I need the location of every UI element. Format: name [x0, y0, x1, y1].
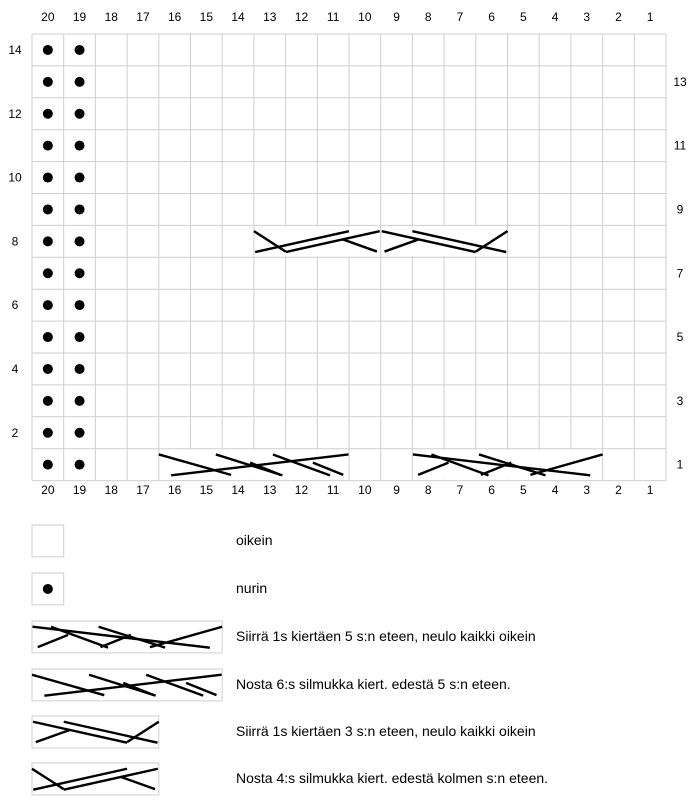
- purl-dot: [43, 77, 53, 87]
- column-label-bottom: 1: [646, 483, 654, 497]
- purl-dot: [75, 460, 85, 470]
- column-label-top: 10: [358, 10, 372, 24]
- purl-dot: [43, 236, 53, 246]
- column-label-top: 14: [231, 10, 245, 24]
- chart-grid: [32, 34, 666, 481]
- purl-dot: [43, 141, 53, 151]
- purl-dot: [43, 45, 53, 55]
- cable-cable-left-1-3: [254, 226, 380, 256]
- column-label-top: 11: [326, 10, 340, 24]
- row-label-right: 13: [673, 74, 687, 89]
- purl-dot: [75, 204, 85, 214]
- column-label-top: 8: [424, 10, 432, 24]
- column-label-top: 3: [583, 10, 591, 24]
- purl-dot: [75, 236, 85, 246]
- column-label-bottom: 14: [231, 483, 245, 497]
- column-label-top: 7: [456, 10, 464, 24]
- row-label-right: 3: [676, 393, 684, 408]
- column-label-bottom: 12: [294, 483, 309, 497]
- legend-text-cable-left-1-3: Nosta 4:s silmukka kiert. edestä kolmen s:n eteen.: [236, 770, 549, 786]
- purl-dot: [75, 45, 85, 55]
- column-label-bottom: 10: [358, 483, 372, 497]
- column-label-bottom: 7: [456, 483, 464, 497]
- column-label-top: 12: [294, 10, 309, 24]
- column-label-top: 2: [615, 10, 622, 24]
- column-label-top: 19: [72, 10, 87, 24]
- column-label-bottom: 4: [551, 483, 559, 497]
- legend-text-knit: oikein: [236, 532, 273, 548]
- purl-dot: [75, 173, 85, 183]
- legend-symbol-purl: [32, 573, 64, 605]
- purl-dot: [43, 300, 53, 310]
- row-label-left: 10: [8, 170, 22, 185]
- column-label-top: 15: [199, 10, 214, 24]
- purl-dot: [43, 173, 53, 183]
- row-label-left: 2: [11, 425, 19, 440]
- column-label-top: 5: [520, 10, 527, 24]
- cable-cable-right-1-5: [413, 450, 603, 480]
- column-label-bottom: 19: [72, 483, 87, 497]
- column-label-bottom: 17: [136, 483, 150, 497]
- purl-dot: [75, 300, 85, 310]
- cable-cable-left-1-5: [159, 450, 349, 480]
- purl-dot: [43, 428, 53, 438]
- legend-text-purl: nurin: [236, 580, 268, 596]
- legend-box: [32, 716, 159, 748]
- legend-symbol-cable-left-1-5: [32, 669, 222, 701]
- cable-background: [382, 226, 507, 256]
- purl-dot: [43, 584, 53, 594]
- column-label-bottom: 2: [615, 483, 622, 497]
- column-label-bottom: 16: [167, 483, 182, 497]
- column-label-top: 18: [104, 10, 118, 24]
- row-label-left: 14: [8, 42, 22, 57]
- row-label-left: 4: [11, 361, 19, 376]
- column-label-top: 20: [41, 10, 55, 24]
- purl-dot: [43, 460, 53, 470]
- legend-symbol-knit: [32, 525, 64, 557]
- column-label-bottom: 6: [488, 483, 495, 497]
- purl-dot: [43, 396, 53, 406]
- purl-dot: [75, 141, 85, 151]
- column-label-top: 1: [646, 10, 654, 24]
- column-label-bottom: 5: [520, 483, 527, 497]
- legend-box: [32, 763, 159, 795]
- column-label-bottom: 18: [104, 483, 118, 497]
- cable-cable-right-1-3: [382, 226, 508, 256]
- purl-dot: [43, 268, 53, 278]
- row-label-right: 5: [676, 330, 684, 345]
- column-label-bottom: 15: [199, 483, 214, 497]
- row-label-right: 9: [676, 202, 684, 217]
- column-label-top: 4: [551, 10, 559, 24]
- row-label-left: 12: [8, 106, 22, 121]
- purl-dot: [75, 268, 85, 278]
- purl-dot: [43, 109, 53, 119]
- row-label-right: 7: [676, 266, 684, 281]
- legend-box: [32, 525, 64, 557]
- column-label-bottom: 11: [326, 483, 340, 497]
- purl-dot: [75, 332, 85, 342]
- column-label-bottom: 8: [424, 483, 432, 497]
- cable-background: [255, 226, 380, 256]
- purl-dot: [43, 364, 53, 374]
- purl-dot: [75, 428, 85, 438]
- column-label-bottom: 20: [41, 483, 55, 497]
- column-label-top: 9: [393, 10, 400, 24]
- row-label-left: 6: [11, 298, 19, 313]
- column-label-top: 6: [488, 10, 495, 24]
- row-label-left: 8: [11, 234, 19, 249]
- purl-dot: [75, 396, 85, 406]
- legend-symbol-cable-left-1-3: [32, 763, 159, 795]
- purl-dot: [43, 332, 53, 342]
- row-label-right: 1: [676, 457, 684, 472]
- column-label-top: 17: [136, 10, 150, 24]
- column-label-bottom: 9: [393, 483, 400, 497]
- legend-symbol-cable-right-1-5: [32, 621, 222, 653]
- purl-dot: [75, 77, 85, 87]
- purl-dot: [75, 364, 85, 374]
- legend-text-cable-right-1-5: Siirrä 1s kiertäen 5 s:n eteen, neulo kaikki oikein: [236, 628, 536, 644]
- column-label-bottom: 13: [263, 483, 277, 497]
- column-label-top: 16: [167, 10, 182, 24]
- column-label-bottom: 3: [583, 483, 591, 497]
- legend-text-cable-right-1-3: Siirrä 1s kiertäen 3 s:n eteen, neulo kaikki oikein: [236, 723, 536, 739]
- legend-symbol-cable-right-1-3: [32, 716, 159, 748]
- purl-dot: [43, 204, 53, 214]
- purl-dot: [75, 109, 85, 119]
- legend-text-cable-left-1-5: Nosta 6:s silmukka kiert. edestä 5 s:n eteen.: [236, 676, 511, 692]
- column-label-top: 13: [263, 10, 277, 24]
- row-label-right: 11: [673, 138, 687, 153]
